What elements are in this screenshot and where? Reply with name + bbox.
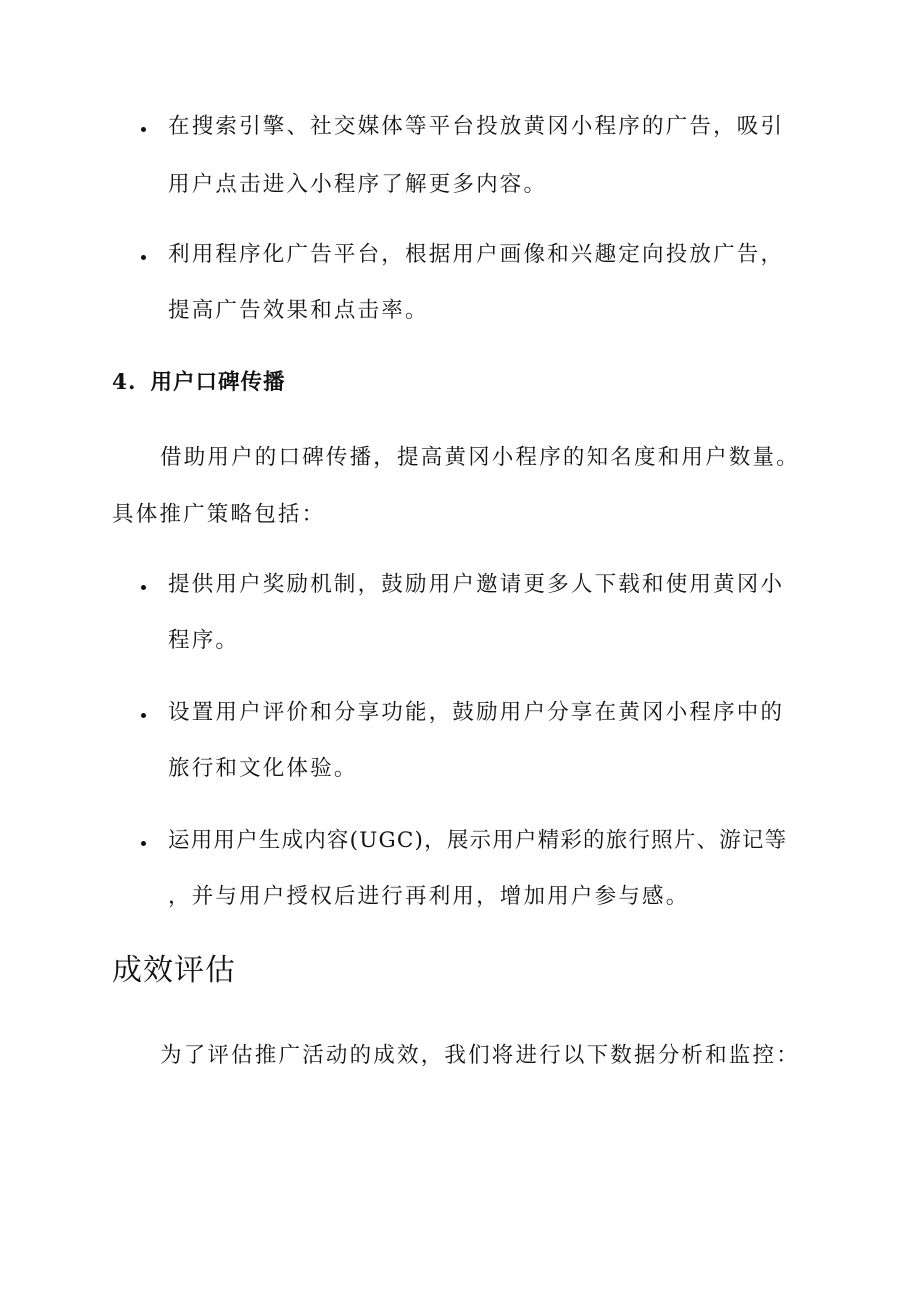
bullet-dot <box>141 127 146 132</box>
list-item-line: 利用程序化广告平台，根据用户画像和兴趣定向投放广告， <box>168 242 785 267</box>
list-item-line: 提供用户奖励机制，鼓励用户邀请更多人下载和使用黄冈小 <box>168 572 785 597</box>
list-item-line: ，并与用户授权后进行再利用，增加用户参与感。 <box>168 884 690 909</box>
paragraph-line: 为了评估推广活动的成效，我们将进行以下数据分析和监控： <box>160 1043 800 1068</box>
list-item-line: 程序。 <box>168 628 240 653</box>
list-item-line: 旅行和文化体验。 <box>168 756 358 781</box>
list-item-line: 用户点击进入小程序了解更多内容。 <box>168 172 548 197</box>
paragraph-line: 借助用户的口碑传播，提高黄冈小程序的知名度和用户数量。 <box>160 445 800 470</box>
bullet-dot <box>141 255 146 260</box>
list-item-line: 设置用户评价和分享功能，鼓励用户分享在黄冈小程序中的 <box>168 700 785 725</box>
list-item-line: 运用用户生成内容(UGC)，展示用户精彩的旅行照片、游记等 <box>168 828 788 853</box>
section-title: 用户口碑传播 <box>150 370 286 395</box>
list-item-line: 在搜索引擎、社交媒体等平台投放黄冈小程序的广告，吸引 <box>168 114 785 139</box>
section-number: 4. <box>112 370 137 395</box>
list-item-line: 提高广告效果和点击率。 <box>168 298 429 323</box>
bullet-dot <box>141 585 146 590</box>
section-heading <box>112 368 285 398</box>
page-section-heading: 成效评估 <box>112 953 236 988</box>
bullet-dot <box>141 841 146 846</box>
paragraph-line: 具体推广策略包括： <box>112 502 326 527</box>
bullet-dot <box>141 713 146 718</box>
